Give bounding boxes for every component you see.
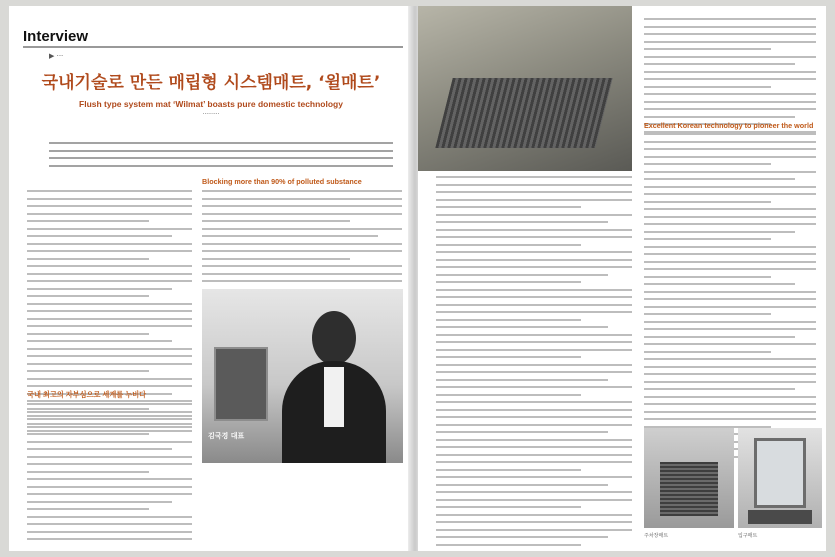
english-heading-1: Blocking more than 90% of polluted substance	[202, 177, 362, 186]
door-mat-shape	[748, 510, 812, 524]
english-body-1	[202, 190, 402, 288]
byline-placeholder: ·········	[202, 111, 220, 118]
ceo-head-shape	[312, 311, 356, 365]
left-page	[9, 6, 413, 551]
mat-sample-shape	[214, 347, 268, 421]
korean-heading-1-placeholder	[27, 177, 192, 185]
parking-mat-shape	[660, 462, 718, 516]
english-heading-2: Excellent Korean technology to pioneer the world	[644, 121, 814, 130]
korean-body-3	[436, 176, 632, 551]
ceo-name: 김국경 대표	[208, 432, 245, 440]
crumb-placeholder: ▶ ···	[49, 52, 64, 60]
header-rule	[23, 46, 403, 48]
entrance-door-photo	[738, 428, 822, 528]
mat-surface-shape	[435, 78, 612, 148]
ceo-shirt-shape	[324, 367, 344, 427]
headline: 국내기술로 만든 매립형 시스템매트, ‘윌매트’	[41, 73, 381, 93]
lead-paragraph	[49, 142, 393, 172]
english-body-2	[644, 133, 816, 463]
caption-parking-mat: 주차장매트	[644, 533, 669, 539]
korean-heading-2: 국내 최고의 자부심으로 세계를 누비다	[27, 390, 147, 399]
parking-mat-photo	[644, 428, 734, 528]
subheading: Flush type system mat ‘Wilmat’ boasts pure domestic technology	[79, 99, 343, 109]
korean-body-2	[27, 403, 192, 546]
entrance-mat-photo	[418, 6, 632, 171]
caption-entrance-mat: 입구매트	[738, 533, 758, 539]
section-title: Interview	[23, 28, 89, 45]
english-body-2-top	[644, 18, 816, 138]
korean-body-1	[27, 190, 192, 438]
right-page	[418, 6, 826, 551]
door-frame-shape	[754, 438, 806, 508]
